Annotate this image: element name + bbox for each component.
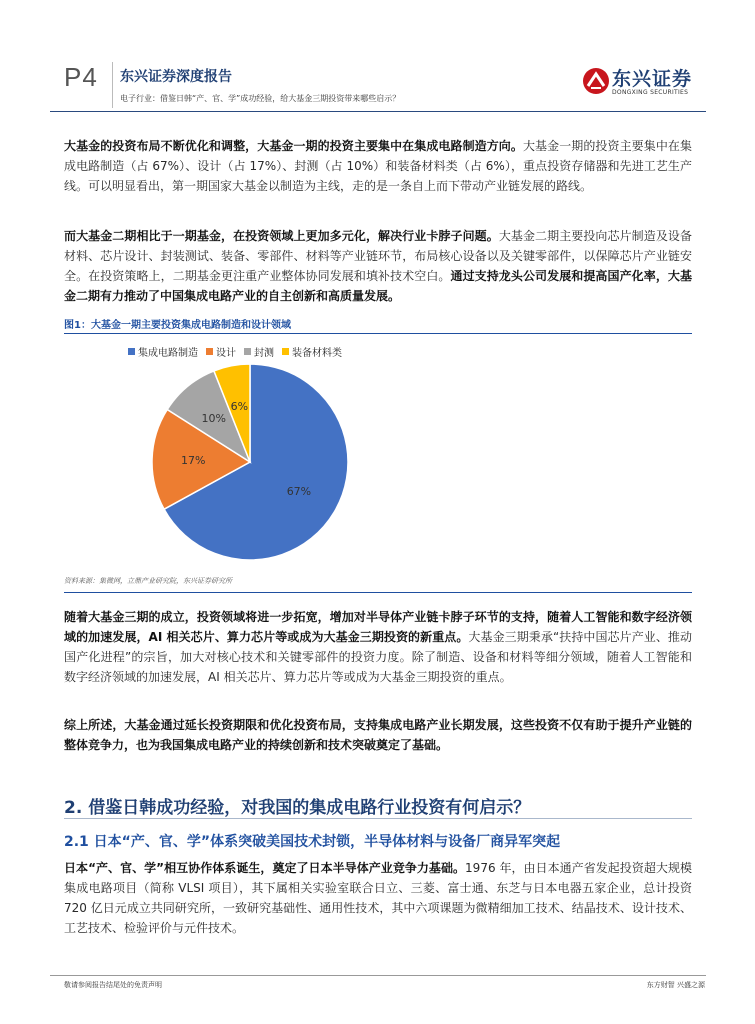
legend-swatch-0 [128, 348, 135, 355]
figure-top-rule [64, 333, 692, 334]
paragraph-4-lead: 综上所述，大基金通过延长投资期限和优化投资布局，支持集成电路产业长期发展，这些投资不仅有助于提升产业链的整体竞争力，也为我国集成电路产业的持续创新和技术突破奠定了基础。 [64, 718, 692, 752]
legend-label-0: 集成电路制造 [138, 348, 198, 359]
logo-mark-icon [582, 66, 610, 96]
section-heading: 2. 借鉴日韩成功经验，对我国的集成电路行业投资有何启示？ [64, 798, 531, 818]
legend-item-0 [128, 344, 198, 359]
paragraph-5 [64, 858, 692, 938]
legend-label-3: 装备材料类 [292, 348, 342, 359]
header-rule [50, 111, 706, 112]
paragraph-2-lead: 而大基金二期相比于一期基金，在投资领域上更加多元化，解决行业卡脖子问题。 [64, 229, 499, 243]
paragraph-5-lead: 日本“产、官、学”相互协作体系诞生，奠定了日本半导体产业竞争力基础。 [64, 861, 466, 875]
report-subtitle: 电子行业：借鉴日韩“产、官、学”成功经验，给大基金三期投资带来哪些启示？ [120, 94, 401, 103]
legend-swatch-3 [282, 348, 289, 355]
footer-rule [50, 975, 706, 976]
figure-bottom-rule [64, 592, 692, 593]
figure-source: 资料来源：集微网，立鼎产业研究院，东兴证券研究所 [64, 577, 232, 585]
footer-disclaimer: 敬请参阅报告结尾处的免责声明 [64, 981, 162, 989]
paragraph-1 [64, 136, 692, 196]
section-rule [64, 818, 692, 819]
figure-title: 图1：大基金一期主要投资集成电路制造和设计领域 [64, 320, 291, 331]
pie-label-0: 67% [286, 484, 312, 498]
pie-label-2: 10% [201, 412, 226, 426]
legend-swatch-2 [244, 348, 251, 355]
footer-slogan: 东方财智 兴盛之源 [646, 981, 705, 989]
legend-item-2 [244, 344, 274, 359]
page-number: P4 [64, 62, 98, 92]
brand-logo [582, 64, 708, 102]
legend-label-1: 设计 [216, 348, 236, 359]
legend-item-1 [206, 344, 236, 359]
legend-label-2: 封测 [254, 348, 274, 359]
pie-label-1: 17% [180, 454, 206, 468]
paragraph-2-conclusion: 通过支持龙头公司发展和提高国产化率，大基金二期有力推动了中国集成电路产业的自主创新和高质量发展。 [64, 269, 692, 303]
header-divider [112, 62, 113, 108]
legend-item-3 [282, 344, 342, 359]
paragraph-2-body: 大基金二期主要投向芯片制造及设备材料、芯片设计、封装测试、装备、零部件、材料等产业链环节，布局核心设备以及关键零部件，以保障芯片产业链安全。在投资策略上，二期基金更注重产业整体协同发展和填补技术空白。 [64, 229, 692, 283]
report-title: 东兴证券深度报告 [120, 69, 232, 85]
paragraph-2 [64, 226, 692, 306]
paragraph-5-body: 1976 年，由日本通产省发起投资超大规模集成电路项目（简称 VLSI 项目），其下属相关实验室联合日立、三菱、富士通、东芝与日本电器五家企业，总计投资 720 亿日元成立共同研究所，一致研究基础性、通用性技术，其中六项课题为微精细加工技术、结晶技术、设计技术、工艺技术、检验评价与元件技术。 [64, 861, 692, 935]
pie-chart [150, 362, 350, 562]
logo-subtext: DONGXING SECURITIES [612, 89, 689, 96]
chart-legend [128, 344, 342, 359]
logo-text: 东兴证券 [612, 68, 693, 90]
paragraph-3 [64, 607, 692, 687]
paragraph-1-body: 大基金一期的投资主要集中在集成电路制造（占 67%）、设计（占 17%）、封测（占 10%）和装备材料类（占 6%），重点投资存储器和先进工艺生产线。可以明显看出，第一期国家大基金以制造为主线，走的是一条自上而下带动产业链发展的路线。 [64, 139, 692, 193]
subsection-heading: 2.1 日本“产、官、学”体系突破美国技术封锁，半导体材料与设备厂商异军突起 [64, 834, 561, 850]
pie-label-3: 6% [230, 400, 249, 414]
paragraph-1-lead: 大基金的投资布局不断优化和调整，大基金一期的投资主要集中在集成电路制造方向。 [64, 139, 523, 153]
legend-swatch-1 [206, 348, 213, 355]
paragraph-4 [64, 715, 692, 755]
paragraph-3-body: 大基金三期秉承“扶持中国芯片产业、推动国产化进程”的宗旨，加大对核心技术和关键零部件的投资力度。除了制造、设备和材料等细分领域，随着人工智能和数字经济领域的加速发展，AI 相关芯片、算力芯片等或成为大基金三期投资的重点。 [64, 630, 692, 684]
paragraph-3-lead: 随着大基金三期的成立，投资领域将进一步拓宽，增加对半导体产业链卡脖子环节的支持，随着人工智能和数字经济领域的加速发展，AI 相关芯片、算力芯片等或成为大基金三期投资的新重点。 [64, 610, 692, 644]
